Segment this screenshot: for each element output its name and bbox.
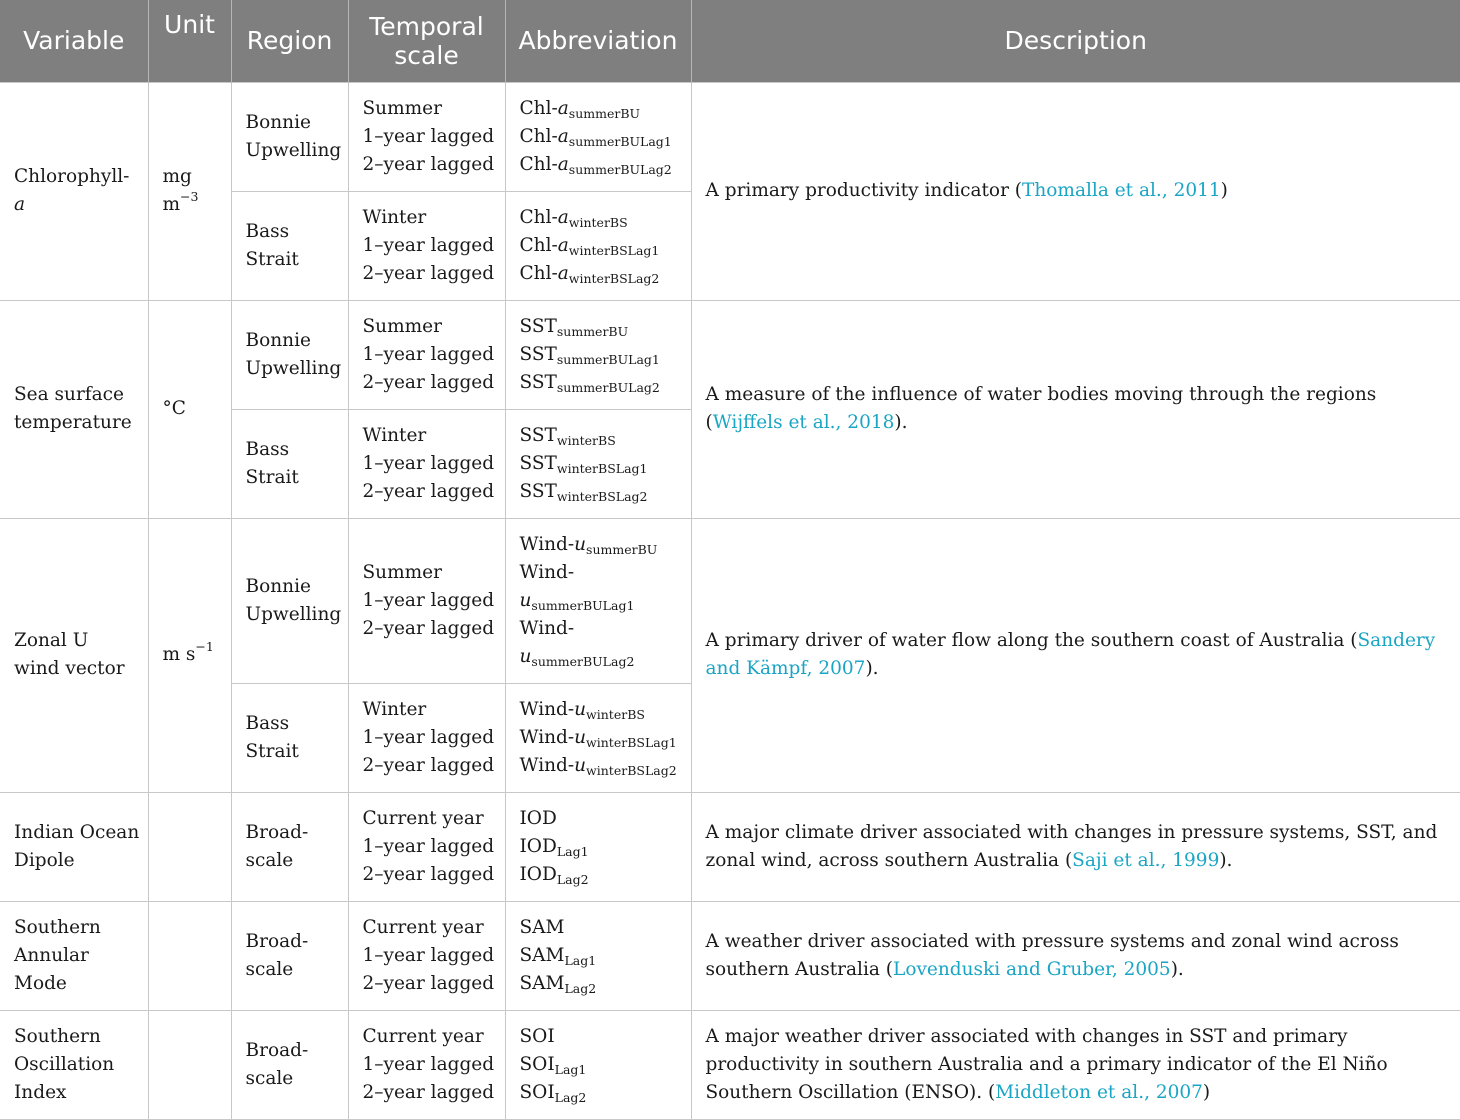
variable-cell: Sea surface temperature xyxy=(0,300,148,518)
variable-cell: Zonal U wind vector xyxy=(0,518,148,792)
citation-link[interactable]: Wijffels et al., 2018 xyxy=(712,412,895,433)
description-cell: A primary productivity indicator (Thomalla et al., 2011) xyxy=(691,82,1460,300)
unit-cell xyxy=(148,901,231,1010)
region-cell: Bonnie Upwelling xyxy=(231,518,348,683)
variable-cell: Southern Oscillation Index xyxy=(0,1010,148,1119)
region-cell: Broad- scale xyxy=(231,1010,348,1119)
region-cell: Bonnie Upwelling xyxy=(231,82,348,191)
table-row xyxy=(0,1010,1460,1119)
temporal-cell: Current year 1–year lagged 2–year lagged xyxy=(348,792,505,901)
region-cell: Broad- scale xyxy=(231,792,348,901)
temporal-cell: Winter 1–year lagged 2–year lagged xyxy=(348,409,505,518)
temporal-cell: Summer 1–year lagged 2–year lagged xyxy=(348,518,505,683)
citation-link[interactable]: Middleton et al., 2007 xyxy=(995,1081,1203,1103)
temporal-cell: Summer 1–year lagged 2–year lagged xyxy=(348,82,505,191)
region-cell: Bass Strait xyxy=(231,191,348,300)
temporal-cell: Current year 1–year lagged 2–year lagged xyxy=(348,901,505,1010)
citation-link[interactable]: Sandery and Kämpf, 2007 xyxy=(705,630,1436,679)
temporal-cell: Current year 1–year lagged 2–year lagged xyxy=(348,1010,505,1119)
description-cell: A primary driver of water flow along the southern coast of Australia (Sandery and Kämpf, 2007). xyxy=(691,518,1460,792)
unit-cell xyxy=(148,1010,231,1119)
temporal-cell: Winter 1–year lagged 2–year lagged xyxy=(348,191,505,300)
region-cell: Bonnie Upwelling xyxy=(231,300,348,409)
citation-link[interactable]: Lovenduski and Gruber, 2005 xyxy=(893,958,1171,980)
unit-cell xyxy=(148,792,231,901)
header-row xyxy=(0,0,1460,82)
citation-link[interactable]: Saji et al., 1999 xyxy=(1072,849,1220,871)
table-row xyxy=(0,792,1460,901)
description-cell: A weather driver associated with pressure systems and zonal wind across southern Australia (Lovenduski and Gruber, 2005). xyxy=(691,901,1460,1010)
abbreviation-cell: IOD $IOD_{Lag1}$ $IOD_{Lag2}$ xyxy=(505,792,691,901)
variable-cell: Southern Annular Mode xyxy=(0,901,148,1010)
header-unit: Unit xyxy=(148,0,231,82)
temporal-cell: Winter 1–year lagged 2–year lagged xyxy=(348,683,505,792)
header-temporal-scale: Temporal scale xyxy=(348,0,505,82)
region-cell: Broad- scale xyxy=(231,901,348,1010)
description-cell: A major climate driver associated with changes in pressure systems, SST, and zonal wind, across southern Australia (Saji et al., 1999). xyxy=(691,792,1460,901)
abbreviation-cell: Wind-$u_{winterBS}$ Wind-$u_{winterBSLag1}$ Wind-$u_{winterBSLag2}$ xyxy=(505,683,691,792)
header-description: Description xyxy=(691,0,1460,82)
variable-cell: Indian Ocean Dipole xyxy=(0,792,148,901)
table-row xyxy=(0,901,1460,1010)
variable-cell: Chlorophyll- a xyxy=(0,82,148,300)
unit-cell: mg $m^{-3}$ xyxy=(148,82,231,300)
table-row xyxy=(0,300,1460,409)
abbreviation-cell: Chl-$a_{winterBS}$ Chl-$a_{winterBSLag1}$ Chl-$a_{winterBSLag2}$ xyxy=(505,191,691,300)
description-cell: A measure of the influence of water bodies moving through the regions (Wijffels et al., 2018). xyxy=(691,300,1460,518)
description-cell: A major weather driver associated with changes in SST and primary productivity in southern Australia and a primary indicator of the El Niño Southern Oscillation (ENSO). (Middleton et al., 2007) xyxy=(691,1010,1460,1119)
table-row xyxy=(0,518,1460,683)
unit-cell: °C xyxy=(148,300,231,518)
abbreviation-cell: Chl-$a_{summerBU}$ Chl-$a_{summerBULag1}$ Chl-$a_{summerBULag2}$ xyxy=(505,82,691,191)
region-cell: Bass Strait xyxy=(231,683,348,792)
abbreviation-cell: $SST_{summerBU}$ $SST_{summerBULag1}$ $SST_{summerBULag2}$ xyxy=(505,300,691,409)
header-abbreviation: Abbreviation xyxy=(505,0,691,82)
header-variable: Variable xyxy=(0,0,148,82)
unit-cell: m $s^{-1}$ xyxy=(148,518,231,792)
abbreviation-cell: SOI $SOI_{Lag1}$ $SOI_{Lag2}$ xyxy=(505,1010,691,1119)
abbreviation-cell: Wind-$u_{summerBU}$ Wind- $u_{summerBULag1}$ Wind- $u_{summerBULag2}$ xyxy=(505,518,691,683)
temporal-cell: Summer 1–year lagged 2–year lagged xyxy=(348,300,505,409)
abbreviation-cell: SAM $SAM_{Lag1}$ $SAM_{Lag2}$ xyxy=(505,901,691,1010)
abbreviation-cell: $SST_{winterBS}$ $SST_{winterBSLag1}$ $SST_{winterBSLag2}$ xyxy=(505,409,691,518)
region-cell: Bass Strait xyxy=(231,409,348,518)
table-row xyxy=(0,82,1460,191)
header-region: Region xyxy=(231,0,348,82)
citation-link[interactable]: Thomalla et al., 2011 xyxy=(1022,180,1221,201)
